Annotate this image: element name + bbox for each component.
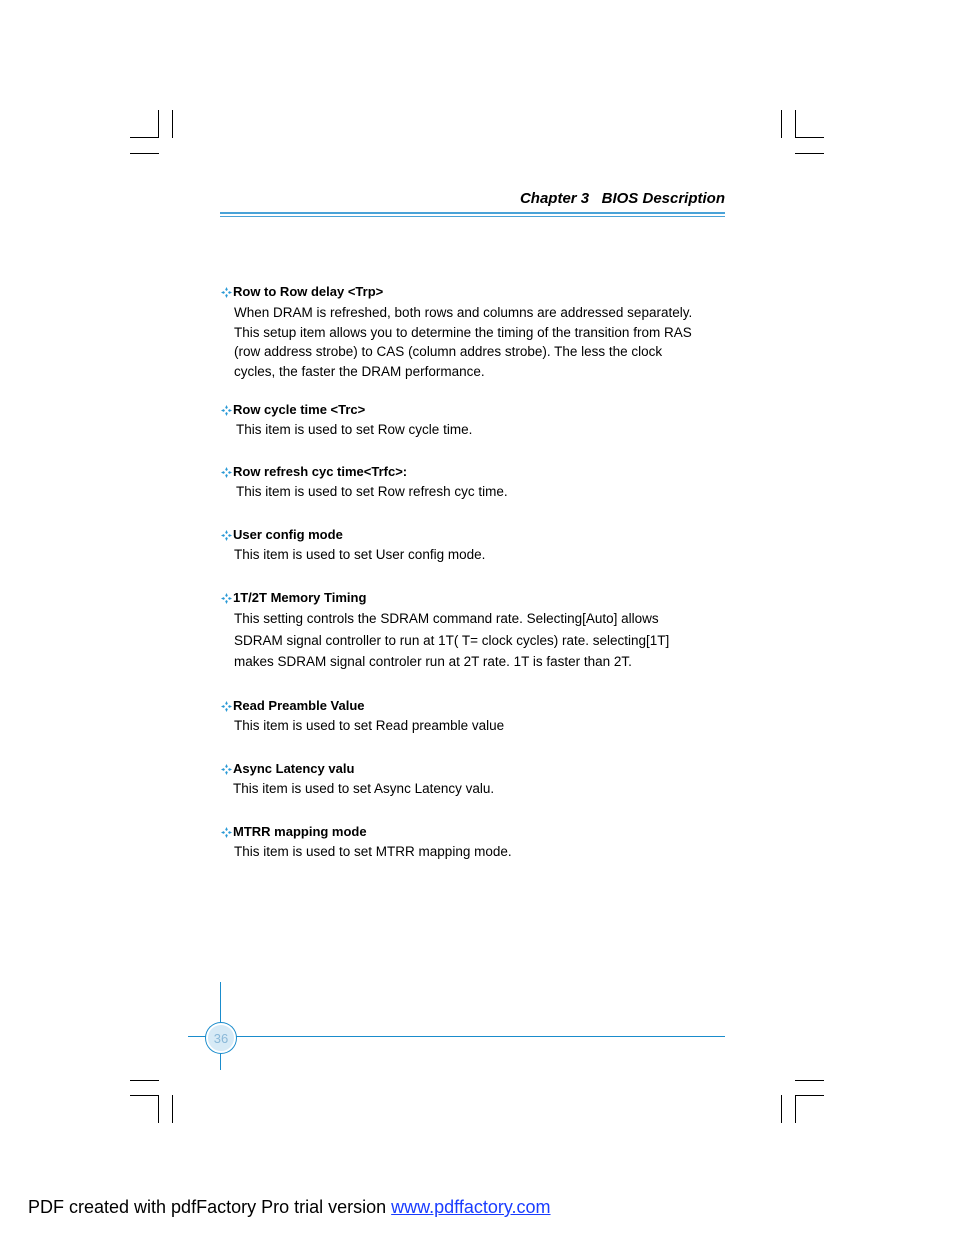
chapter-heading: Chapter 3 BIOS Description <box>519 190 725 207</box>
crop-mark <box>172 110 173 138</box>
diamond-bullet-icon <box>221 701 232 712</box>
section-body: This setting controls the SDRAM command rate. Selecting[Auto] allows SDRAM signal controller to run at 1T( T= clock cycles) rate. selecting[1T] makes SDRAM signal controler run at 2T rate. 1T is faster than 2T. <box>234 611 670 669</box>
section-title: MTRR mapping mode <box>233 824 367 839</box>
pdf-note-text: PDF created with pdfFactory Pro trial version <box>28 1197 392 1217</box>
crop-mark <box>781 1095 782 1123</box>
section-row-refresh-cyc-time <box>221 464 731 502</box>
diamond-bullet-icon <box>221 287 232 298</box>
section-async-latency-valu <box>221 761 731 799</box>
crop-mark <box>795 110 796 138</box>
crop-mark <box>130 153 159 154</box>
section-title: Async Latency valu <box>233 761 355 776</box>
crop-mark <box>795 1095 824 1096</box>
section-body: This item is used to set Read preamble value <box>234 718 505 733</box>
crop-mark <box>130 1080 159 1081</box>
section-title: User config mode <box>233 527 343 542</box>
diamond-bullet-icon <box>221 405 232 416</box>
crop-mark <box>795 153 824 154</box>
crop-mark <box>795 137 824 138</box>
header-rule-thin <box>220 216 725 217</box>
section-row-to-row-delay <box>221 284 731 381</box>
pdffactory-link[interactable]: www.pdffactory.com <box>391 1197 551 1217</box>
section-user-config-mode <box>221 527 731 565</box>
pdf-creator-note <box>28 1197 551 1218</box>
section-1t2t-memory-timing <box>221 590 731 673</box>
section-body: This item is used to set Row cycle time. <box>236 422 473 437</box>
crop-mark <box>781 110 782 138</box>
crop-mark <box>795 1080 824 1081</box>
crop-mark <box>795 1095 796 1123</box>
section-body: This item is used to set Row refresh cyc time. <box>236 484 508 499</box>
crop-mark <box>158 1095 159 1123</box>
section-mtrr-mapping-mode <box>221 824 731 862</box>
section-body: This item is used to set Async Latency valu. <box>233 781 495 796</box>
crop-mark <box>130 1095 159 1096</box>
diamond-bullet-icon <box>221 467 232 478</box>
section-title: Read Preamble Value <box>233 698 365 713</box>
crop-mark <box>172 1095 173 1123</box>
section-body: This item is used to set MTRR mapping mode. <box>234 844 512 859</box>
footer-rule <box>188 1036 725 1037</box>
diamond-bullet-icon <box>221 827 232 838</box>
section-row-cycle-time <box>221 402 731 440</box>
header-rule <box>220 212 725 214</box>
section-title: Row refresh cyc time<Trfc>: <box>233 464 408 479</box>
section-title: Row cycle time <Trc> <box>233 402 366 417</box>
diamond-bullet-icon <box>221 530 232 541</box>
crop-mark <box>158 110 159 138</box>
section-title: 1T/2T Memory Timing <box>233 590 367 605</box>
page-number: 36 <box>206 1023 236 1053</box>
diamond-bullet-icon <box>221 764 232 775</box>
section-body: This item is used to set User config mode. <box>234 547 486 562</box>
crop-mark <box>130 137 159 138</box>
section-read-preamble-value <box>221 698 731 736</box>
diamond-bullet-icon <box>221 593 232 604</box>
section-body: When DRAM is refreshed, both rows and columns are addressed separately. This setup item allows you to determine the timing of the transition from RAS (row address strobe) to CAS (column addres strobe). The less the clock cycles, the faster the DRAM performance. <box>234 305 693 379</box>
section-title: Row to Row delay <Trp> <box>233 284 384 299</box>
